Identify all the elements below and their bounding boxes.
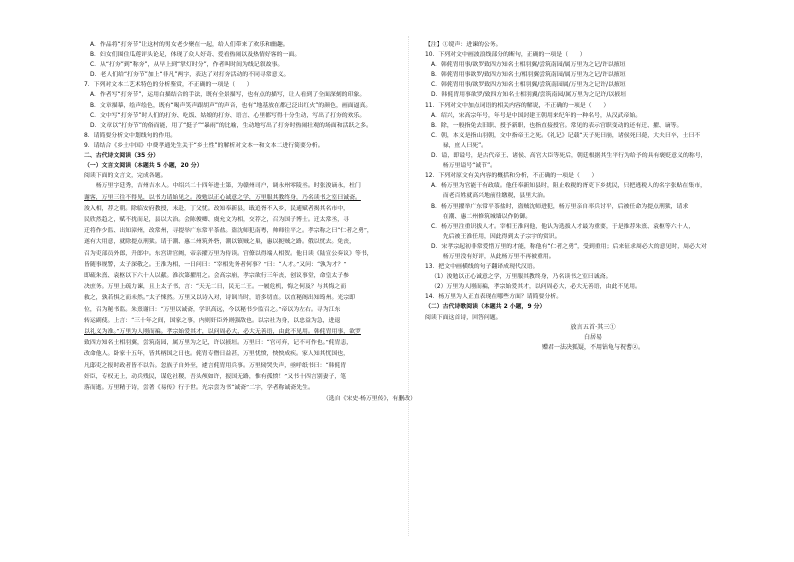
q12-option-b-cont: 在潮、惠二州修筑城墙以作防御。 bbox=[431, 213, 532, 220]
passage-line: 落而逝。万里精于诗，尝著《易传》行于世。光宗尝为书“诚斋”二字，学者称诚斋先生。 bbox=[84, 384, 314, 391]
passage-line: 迁将作少监、出知漳州，改常州，寻提举广东常平茶盐。盗沈师犯南粤，帅师往平之。孝宗称之曰“仁者之勇”， bbox=[84, 228, 373, 235]
q12-option-d-cont: 杨万里没有好评，从此杨万里不再被重用。 bbox=[431, 253, 555, 260]
q6-option-b: B．妇女们围住瓜莲评头论足，体现了众人好奇、爱看热闹以及热情好客的一面。 bbox=[90, 52, 301, 59]
q7-option-c: C．文中写“打夯节”时人们的打夯、吃饭、姑娘的打夯、语言、心里都写得十分生动，写出了打夯的欢乐。 bbox=[90, 112, 366, 119]
poem-instruction: 阅读下面这首诗，回答问题。 bbox=[425, 314, 502, 321]
section-2-1-heading: （一）文言文阅读（本题共 5 小题，20 分） bbox=[84, 163, 203, 170]
q6-option-d: D．老人们给“打夯节”加上“非凡”两字，表达了对打夯活动的不同寻常意义。 bbox=[90, 72, 290, 79]
section-2-heading: 二、古代诗文阅读（35 分） bbox=[84, 153, 160, 160]
passage-line: 凡邸吏之报时政者皆不以告。忽族子自外至，遽言侂胄用兵事。万里恸哭失声，亟呼纸书曰：“韩侂胄 bbox=[84, 362, 347, 369]
passage-line: 以礼义为准。”万里为人刚而褊。孝宗始爱其才，以问周必大，必大无善语，由此不见用。韩侂胄用事，欲罗 bbox=[84, 328, 361, 335]
q12-option-d: D．宋孝宗起初非常爱惜万里的才能，称他有“仁者之勇”，受到重用；后来征求周必大的意见时，周必大对 bbox=[431, 243, 707, 250]
passage-line: 谢客，万里三往不得见，以书力请始见之。浚勉以正心诚意之学，万里服其教终身，乃名读书之室曰诚斋。 bbox=[84, 194, 361, 201]
passage-line: 转运副使。上言：“三十年之间，国家之事，内则奸臣外则强敌也。以宗社为身，以忠益为急，进退 bbox=[84, 317, 341, 324]
q11-option-d: D．谥，即谥号，是古代帝王、诸侯、高官大臣等死后，朝廷根据其生平行为给予的具有褒贬意义的称号， bbox=[431, 153, 707, 160]
passage-line: 决庶务。万里上疏力谏，且上太子书，言：“天无二日，民无二王。一履危机，悔之何及？与其悔之而 bbox=[84, 284, 347, 291]
q12-option-a-cont: 而老百姓就高兴地前往缴税，县里大治。 bbox=[431, 193, 549, 200]
question-7: 7．下列对文本二艺术特色的分析鉴赏，不正确的一项是（ ） bbox=[84, 82, 253, 89]
q10-option-b: B．韩侂胄用事欲罗/致四方知名士/相羽翼尝筑南园/属万里为之记/许以掖垣 bbox=[431, 72, 626, 79]
passage-line: 奸臣，专权无上，动兵残民，谋危社稷，吾头颅如许，报国无路，惟有孤愤！”又书十四言别妻子，笔 bbox=[84, 373, 347, 380]
right-column bbox=[425, 40, 761, 353]
q13-item-1: （1）浚勉以正心诚意之学，万里服其教终身，乃名读书之室曰诚斋。 bbox=[431, 274, 612, 281]
poem-line: 赠君一法决狐疑，不用钻龟与祝蓍②。 bbox=[541, 343, 644, 351]
q12-option-c: C．杨万里注重识拔人才。宰相王淮问他，他认为选拔人才最为重要，于是推荐朱熹、袁枢等六十人， bbox=[431, 223, 695, 230]
passage-line: 位，召为秘书监。朱熹谢曰：“万里以诚斋，学识高远，今以秘书少监召之。”帝以为左右。寻为江东 bbox=[84, 306, 341, 313]
q11-option-c: C．朝，本义是指山羽朝，文中指帝王之死。《礼记》记载“天子死曰崩，诸侯死曰薨，大夫曰卒，士曰不 bbox=[431, 132, 701, 139]
q7-option-d: D．文章以“打夯节”的俗而能，用了“挺子”“暴雨”的比喻，生动地写出了打夯时热闹壮观的场面和活跃之多。 bbox=[90, 122, 373, 129]
q7-option-b: B．文章描摹，绘声绘色，既有“喝声笑声跟胡声”的声音，也有“地基放在都已泛出红火”的颜色，画面逼真。 bbox=[90, 102, 372, 109]
passage-note: 【注】①谠声：进谏的公务。 bbox=[425, 42, 502, 48]
passage-instruction: 阅读下面的文言文，完成各题。 bbox=[84, 173, 167, 180]
passage-line: 改命他人。卧家十五年，皆其柄国之日也。侂胄专僭日益甚，万里忧愤，怏怏成疾。家人知其忧国也， bbox=[84, 351, 350, 358]
q6-option-a: A．作品将“打夯节”让这村的男女老少聚在一起，给人们带来了欢乐和幽趣。 bbox=[90, 42, 289, 48]
question-13: 13．把文中画横线的句子翻译成现代汉语。 bbox=[425, 264, 539, 271]
question-11: 11．下列对文中加点词语的相关内容的解说，不正确的一项是（ ） bbox=[425, 102, 610, 109]
passage-line: 召为吏部员外郎，升郎中。东宫讲官阙，帝亲擢万里为侍读。宫僚以得端人相贺。他日读《陆宣公奏议》等书， bbox=[84, 250, 373, 257]
q11-option-c-cont: 禄，庶人曰死”。 bbox=[431, 142, 488, 149]
question-12: 12．下列对原文有关内容的概括和分析，不正确的一项是（ ） bbox=[425, 173, 598, 180]
question-9: 9．请结合《乡土中国》中费孝通先生关于“乡土性”的解析对文本一和文本二进行简要分析。 bbox=[84, 142, 324, 149]
poem-author: 白居易 bbox=[583, 333, 602, 341]
poem-title: 放言五首·其三① bbox=[570, 323, 616, 331]
q11-option-a: A．绍兴，宋高宗年号，年号是中国封建王朝用来纪年的一种名号，从汉武帝始。 bbox=[431, 112, 642, 119]
q10-option-a: A．韩侂胄用事/欲罗致四方知名士相羽翼/尝筑南园/属万里为之记/许以掖垣 bbox=[431, 62, 626, 69]
passage-line: 杨万里字廷秀，吉州吉水人。中绍兴二十四年进士第，为赣州司户，调永州零陵丞。时张浚谪永，杜门 bbox=[84, 183, 361, 190]
passage-line: 浚入相，荐之朝。除临安府教授，未赴，丁父忧。改知奉新县，戢追胥不入乡，民逋赋者揭其名市中， bbox=[84, 205, 350, 212]
passage-line: 遂有大用意，就除提点刑狱。请于潮、惠二州筑外砦，潮以镇贼之巢，惠以扼贼之路。俄以忧去。免丧， bbox=[84, 239, 355, 246]
q10-option-d: D．韩侂胄用事欲罗/致四方知名士相羽翼/尝筑南园/属万里为之记许/以掖垣 bbox=[431, 92, 627, 99]
q10-option-c: C．韩侂胄用事/欲罗致四方知名士相羽翼/尝筑南园属/万里为之记许/以掖垣 bbox=[431, 82, 626, 89]
q12-option-a: A．杨万里为官能干有政绩。他任奉新知县时，阻止收税的胥吏下乡扰民，只把逃税人的名字张贴在集市， bbox=[431, 183, 706, 190]
question-8: 8．请简要分析文中划线句的作用。 bbox=[84, 132, 177, 139]
poem-section-heading: （二）古代诗歌阅读（本题共 2 小题，9 分） bbox=[425, 304, 546, 311]
q11-option-d-cont: 杨万里谥号“诚节”。 bbox=[431, 163, 497, 170]
q12-option-b: B．杨万里擢举广东常平茶盐时，盗贼沈师进犯，杨万里亲自率兵讨平，后被任命为提点刑狱，请求 bbox=[431, 203, 689, 210]
passage-line: 救之，孰若惧之而未然。”太子悚然。万里又以诗入对，诗讽当时，语多切直。以直秘阁出知筠州。光宗即 bbox=[84, 295, 356, 302]
q6-option-c: C．从“打夯”到“称夯”，从早上到“掌灯时分”，作者叫时间为线记叙故事。 bbox=[90, 62, 284, 69]
passage-line: 皆随事规警，太子深敬之。王淮为相，一日问曰：“宰相先务者何事？”曰：“人才。”又问：“孰为才？” bbox=[84, 261, 347, 268]
passage-source: （选自《宋史·杨万里传》，有删改） bbox=[322, 396, 416, 403]
q13-item-2: （2）万里为人刚而褊，孝宗始爱其才，以问周必大，必大无善语，由此不见用。 bbox=[431, 284, 641, 291]
q7-option-a: A．作者写“打夯节”，运用白描结合的手法，既有全景描写，也有点的描写，让人看到了全面深刻的印象。 bbox=[90, 92, 366, 99]
passage-line: 即疏朱熹、袁枢以下六十人以献。淮次第擢用之。会高宗崩，孝宗欲行三年丧，创议事堂，命皇太子参 bbox=[84, 272, 350, 279]
q12-option-c-cont: 先后被王淮任用，因此得到太子宗宇的赏识。 bbox=[431, 233, 561, 240]
classical-passage bbox=[84, 181, 420, 394]
question-10: 10．下列对文中画波浪线部分的断句，正确的一项是（ ） bbox=[425, 52, 586, 59]
left-column bbox=[84, 40, 420, 405]
passage-line: 致四方知名士相羽翼，尝筑南园，属万里为之记，许以掖垣。万里曰：“官可弃，记不可作也。”侂胄恚， bbox=[84, 340, 353, 347]
q11-option-b: B．除，一般指免去旧职、授予新职，也指直接授官。常见的表示官职变动的还有迁、擢、谪等。 bbox=[431, 122, 683, 129]
question-14: 14．杨万里为人正直表现在哪些方面？请简要分析。 bbox=[425, 294, 563, 301]
passage-line: 民欣然趋之，赋不扰而足，县以大治。会陈俊卿、虞允文为相，交荐之，召为国子博士。迁太常丞，寻 bbox=[84, 216, 350, 223]
